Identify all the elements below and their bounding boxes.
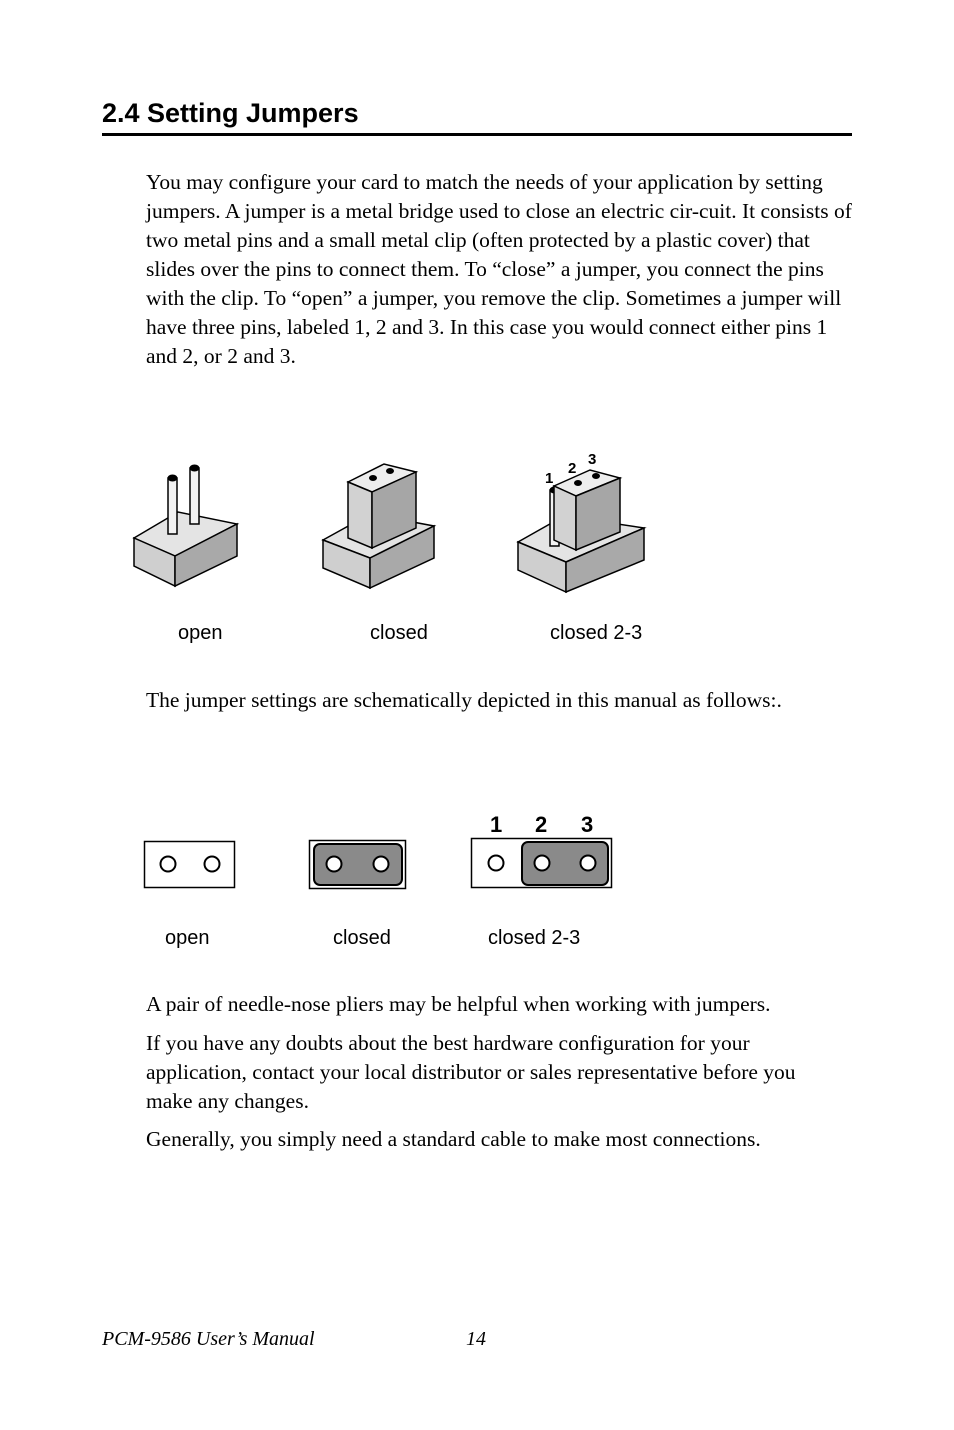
jumper-open-3d-illustration [128,460,243,592]
pin-1-label: 1 [490,812,503,837]
pin-3-label: 3 [581,812,594,837]
doubts-paragraph: If you have any doubts about the best hardware configuration for your application, contact your local distributor or sales representative before you make any changes. [146,1031,796,1113]
caption-closed-2-3-schematic: closed 2-3 [488,927,581,949]
caption-closed-3d: closed [370,622,428,644]
jumper-closed-3d-illustration [318,458,444,592]
caption-open-schematic: open [165,927,210,949]
cable-paragraph: Generally, you simply need a standard cable to make most connections. [146,1127,761,1151]
caption-open-3d: open [178,622,223,644]
jumper-closed-2-3-schematic [470,837,614,890]
schematic-intro-paragraph: The jumper settings are schematically depicted in this manual as follows:. [146,688,782,712]
footer-page-number: 14 [466,1328,486,1350]
caption-closed-2-3-3d: closed 2-3 [550,622,643,644]
pin-3-label-3d: 3 [588,451,597,468]
pin-1-label-3d: 1 [545,470,554,487]
section-heading: 2.4 Setting Jumpers [102,98,852,136]
pliers-paragraph: A pair of needle-nose pliers may be helpful when working with jumpers. [146,992,771,1016]
pin-2-label-3d: 2 [568,460,577,477]
pin-2-label: 2 [535,812,548,837]
jumper-open-schematic [143,840,237,890]
jumper-closed-schematic [308,839,408,891]
jumper-closed-2-3-3d-illustration [512,452,652,597]
footer-manual-title: PCM-9586 User’s Manual [102,1328,315,1350]
intro-paragraph: You may configure your card to match the needs of your application by setting jumpers. A jumper is a metal bridge used to close an electric cir-cuit. It consists of two metal pins and a small metal clip (often protected by a plastic cover) that slides over the pins to connect them. To “close” a jumper, you connect the pins with the clip. To “open” a jumper, you remove the clip. Sometimes a jumper will have three pins, labeled 1, 2 and 3. In this case you would connect either pins 1 and 2, or 2 and 3. [146,170,852,368]
caption-closed-schematic: closed [333,927,391,949]
